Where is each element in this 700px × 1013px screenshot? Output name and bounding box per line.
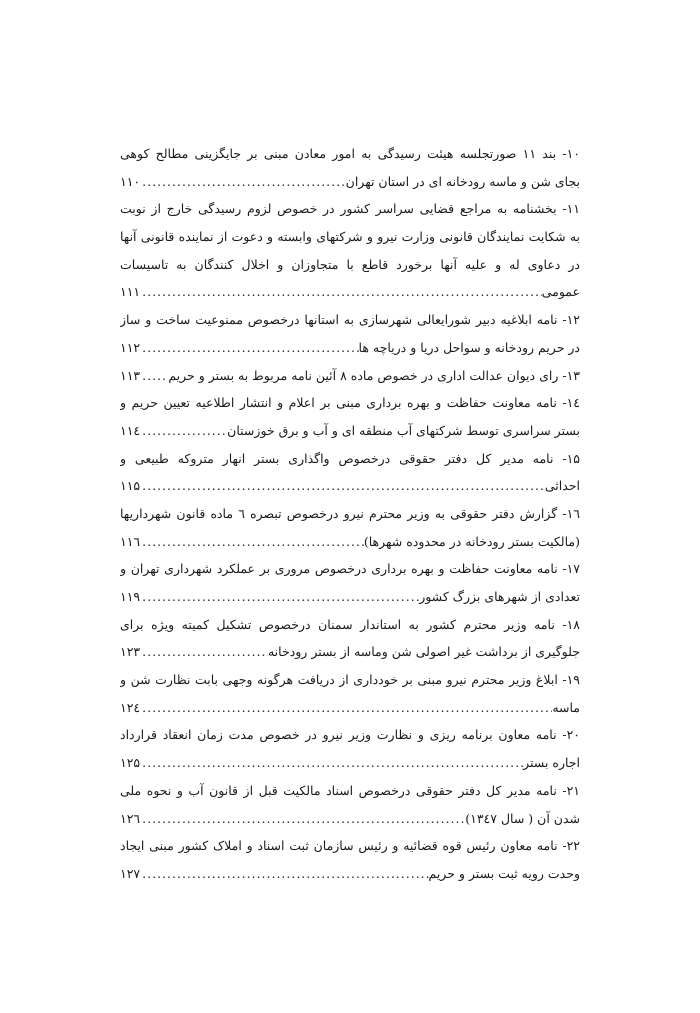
toc-entry-line: ۱۹- ابلاغ وزیر محترم نیرو مبنی بر خودداری از دریافت هرگونه وجهی بابت نظارت شن و — [120, 672, 580, 688]
toc-entry — [120, 195, 580, 306]
toc-entry — [120, 666, 580, 721]
toc-entry-line: ۱٤- نامه معاونت حفاظت و بهره برداری مبنی بر اعلام و انتشار اطلاعیه تعیین حریم و — [120, 395, 580, 411]
dot-leader — [142, 362, 168, 390]
toc-entry-line: ۲۰- نامه معاون برنامه ریزی و نظارت وزیر نیرو در خصوص مدت زمان انعقاد قرارداد — [120, 727, 580, 743]
toc-page-number: ۱۲۳ — [120, 644, 141, 660]
toc-page-number: ۱۲٦ — [120, 810, 141, 826]
toc-entry-title-end: (مالکیت بستر رودخانه در محدوده شهرها) — [363, 533, 580, 549]
dot-leader — [142, 638, 268, 666]
toc-page-number: ۱۱۵ — [120, 478, 141, 494]
dot-leader — [142, 860, 428, 888]
toc-entry-title-end: ۱۳- رای دیوان عدالت اداری در خصوص ماده ۸ آئین نامه مربوط به بستر و حریم — [168, 367, 580, 383]
dot-leader — [142, 528, 364, 556]
toc-entry-title-end: شدن آن ( سال ۱۳٤۷) — [465, 810, 580, 826]
toc-page-number: ۱۱۳ — [120, 367, 141, 383]
toc-leader-row — [120, 362, 580, 390]
toc-entry-line: ۲۱- نامه مدیر کل دفتر حقوقی درخصوص اسناد مالکیت قبل از قانون آب و نحوه ملی — [120, 782, 580, 798]
toc-entry-last-line — [120, 417, 580, 445]
toc-entry-title-end: وحدت رویه ثبت بستر و حریم — [428, 865, 580, 881]
dot-leader — [142, 168, 345, 196]
toc-entry-line: ۲۲- نامه معاون رئیس قوه قضائیه و رئیس سازمان ثبت اسناد و املاک کشور مبنی ایجاد — [120, 838, 580, 854]
dot-leader — [142, 749, 523, 777]
toc-page-number: ۱۲۵ — [120, 755, 141, 771]
toc-entry-line: در دعاوی له و علیه آنها برخورد قاطع با متجاوزان و اخلال کنندگان به تاسیسات — [120, 256, 580, 272]
toc-entry-last-line — [120, 860, 580, 888]
dot-leader — [142, 417, 227, 445]
toc-page-number: ۱۱۹ — [120, 589, 141, 604]
toc-entry — [120, 611, 580, 666]
toc-entry-title-end: جلوگیری از برداشت غیر اصولی شن وماسه از بستر رودخانه — [267, 644, 580, 660]
toc-page-number: ۱۱۰ — [120, 173, 141, 189]
toc-entry-title-end: در حریم رودخانه و سواحل دریا و دریاچه ها — [358, 339, 580, 355]
toc-leader-row — [120, 749, 580, 777]
toc-entry-title-end: اجاره بستر — [523, 755, 580, 771]
toc-entry-title-end: احداثی — [544, 478, 580, 494]
toc-entry-line: ۱۵- نامه مدیر کل دفتر حقوقی درخصوص واگذاری بستر انهار متروکه طبیعی و — [120, 450, 580, 466]
toc-entry-last-line — [120, 805, 580, 833]
dot-leader — [142, 694, 552, 722]
toc-entry-line: ۱۲- نامه ابلاغیه دبیر شورایعالی شهرسازی به استانها درخصوص ممنوعیت ساخت و ساز — [120, 312, 580, 328]
toc-page-number: ۱۱٤ — [120, 422, 141, 438]
toc-leader-row — [120, 528, 580, 556]
toc-entry-line: ۱۰- بند ۱۱ صورتجلسه هیئت رسیدگی به امور معادن مبنی بر جایگزینی مطالح کوهی — [120, 146, 580, 161]
toc-leader-row — [120, 583, 580, 611]
toc-entry — [120, 832, 580, 887]
toc-entry — [120, 555, 580, 610]
toc-entry — [120, 362, 580, 390]
dot-leader — [142, 278, 542, 306]
toc-entry — [120, 777, 580, 832]
toc-entry-last-line — [120, 278, 580, 306]
toc-entry-last-line — [120, 583, 580, 611]
toc-page-number: ۱۱۲ — [120, 339, 141, 355]
toc-entry — [120, 445, 580, 500]
toc-page-number: ۱۱۱ — [120, 284, 141, 300]
toc-entry-line: ۱۷- نامه معاونت حفاظت و بهره برداری درخصوص مروری بر عملکرد شهرداری تهران و — [120, 561, 580, 577]
toc-leader-row — [120, 334, 580, 362]
toc-entry-title-end: عمومی — [541, 284, 580, 300]
toc-entry-last-line — [120, 638, 580, 666]
toc-leader-row — [120, 168, 580, 196]
toc-entry-last-line — [120, 362, 580, 390]
table-of-contents — [120, 140, 580, 888]
toc-entry-last-line — [120, 749, 580, 777]
toc-leader-row — [120, 278, 580, 306]
toc-leader-row — [120, 638, 580, 666]
toc-leader-row — [120, 417, 580, 445]
toc-entry-last-line — [120, 168, 580, 196]
dot-leader — [142, 472, 545, 500]
toc-entry-last-line — [120, 472, 580, 500]
toc-entry — [120, 389, 580, 444]
toc-entry-title-end: بجای شن و ماسه رودخانه ای در استان تهران — [345, 173, 580, 189]
toc-entry — [120, 721, 580, 776]
toc-page-number: ۱۲۷ — [120, 865, 141, 881]
toc-entry-title-end: ماسه — [552, 699, 580, 715]
toc-entry — [120, 500, 580, 555]
toc-entry-line: ۱۱- بخشنامه به مراجع قضایی سراسر کشور در خصوص لزوم رسیدگی خارج از نوبت — [120, 201, 580, 217]
toc-leader-row — [120, 694, 580, 722]
dot-leader — [142, 805, 465, 833]
toc-entry-line: ۱۸- نامه وزیر محترم کشور به استاندار سمنان درخصوص تشکیل کمیته ویژه برای — [120, 616, 580, 632]
toc-entry-line: ۱٦- گزارش دفتر حقوقی به وزیر محترم نیرو درخصوص تبصره ٦ ماده قانون شهرداریها — [120, 505, 580, 521]
toc-entry-last-line — [120, 694, 580, 722]
toc-page-number: ۱۲٤ — [120, 699, 141, 715]
toc-leader-row — [120, 805, 580, 833]
toc-page-number: ۱۱٦ — [120, 533, 141, 549]
toc-entry-line: به شکایت نمایندگان قانونی وزارت نیرو و شرکتهای وابسته و دعوت از نماینده قانونی آنها — [120, 229, 580, 245]
toc-entry-last-line — [120, 334, 580, 362]
toc-entry — [120, 140, 580, 195]
toc-entry-last-line — [120, 528, 580, 556]
toc-entry — [120, 306, 580, 361]
toc-entry-title-end: تعدادی از شهرهای بزرگ کشور — [419, 589, 580, 604]
toc-leader-row — [120, 860, 580, 888]
toc-entry-title-end: بستر سراسری توسط شرکتهای آب منطقه ای و آب و برق خوزستان — [227, 422, 580, 438]
dot-leader — [142, 334, 358, 362]
toc-leader-row — [120, 472, 580, 500]
dot-leader — [142, 583, 419, 611]
